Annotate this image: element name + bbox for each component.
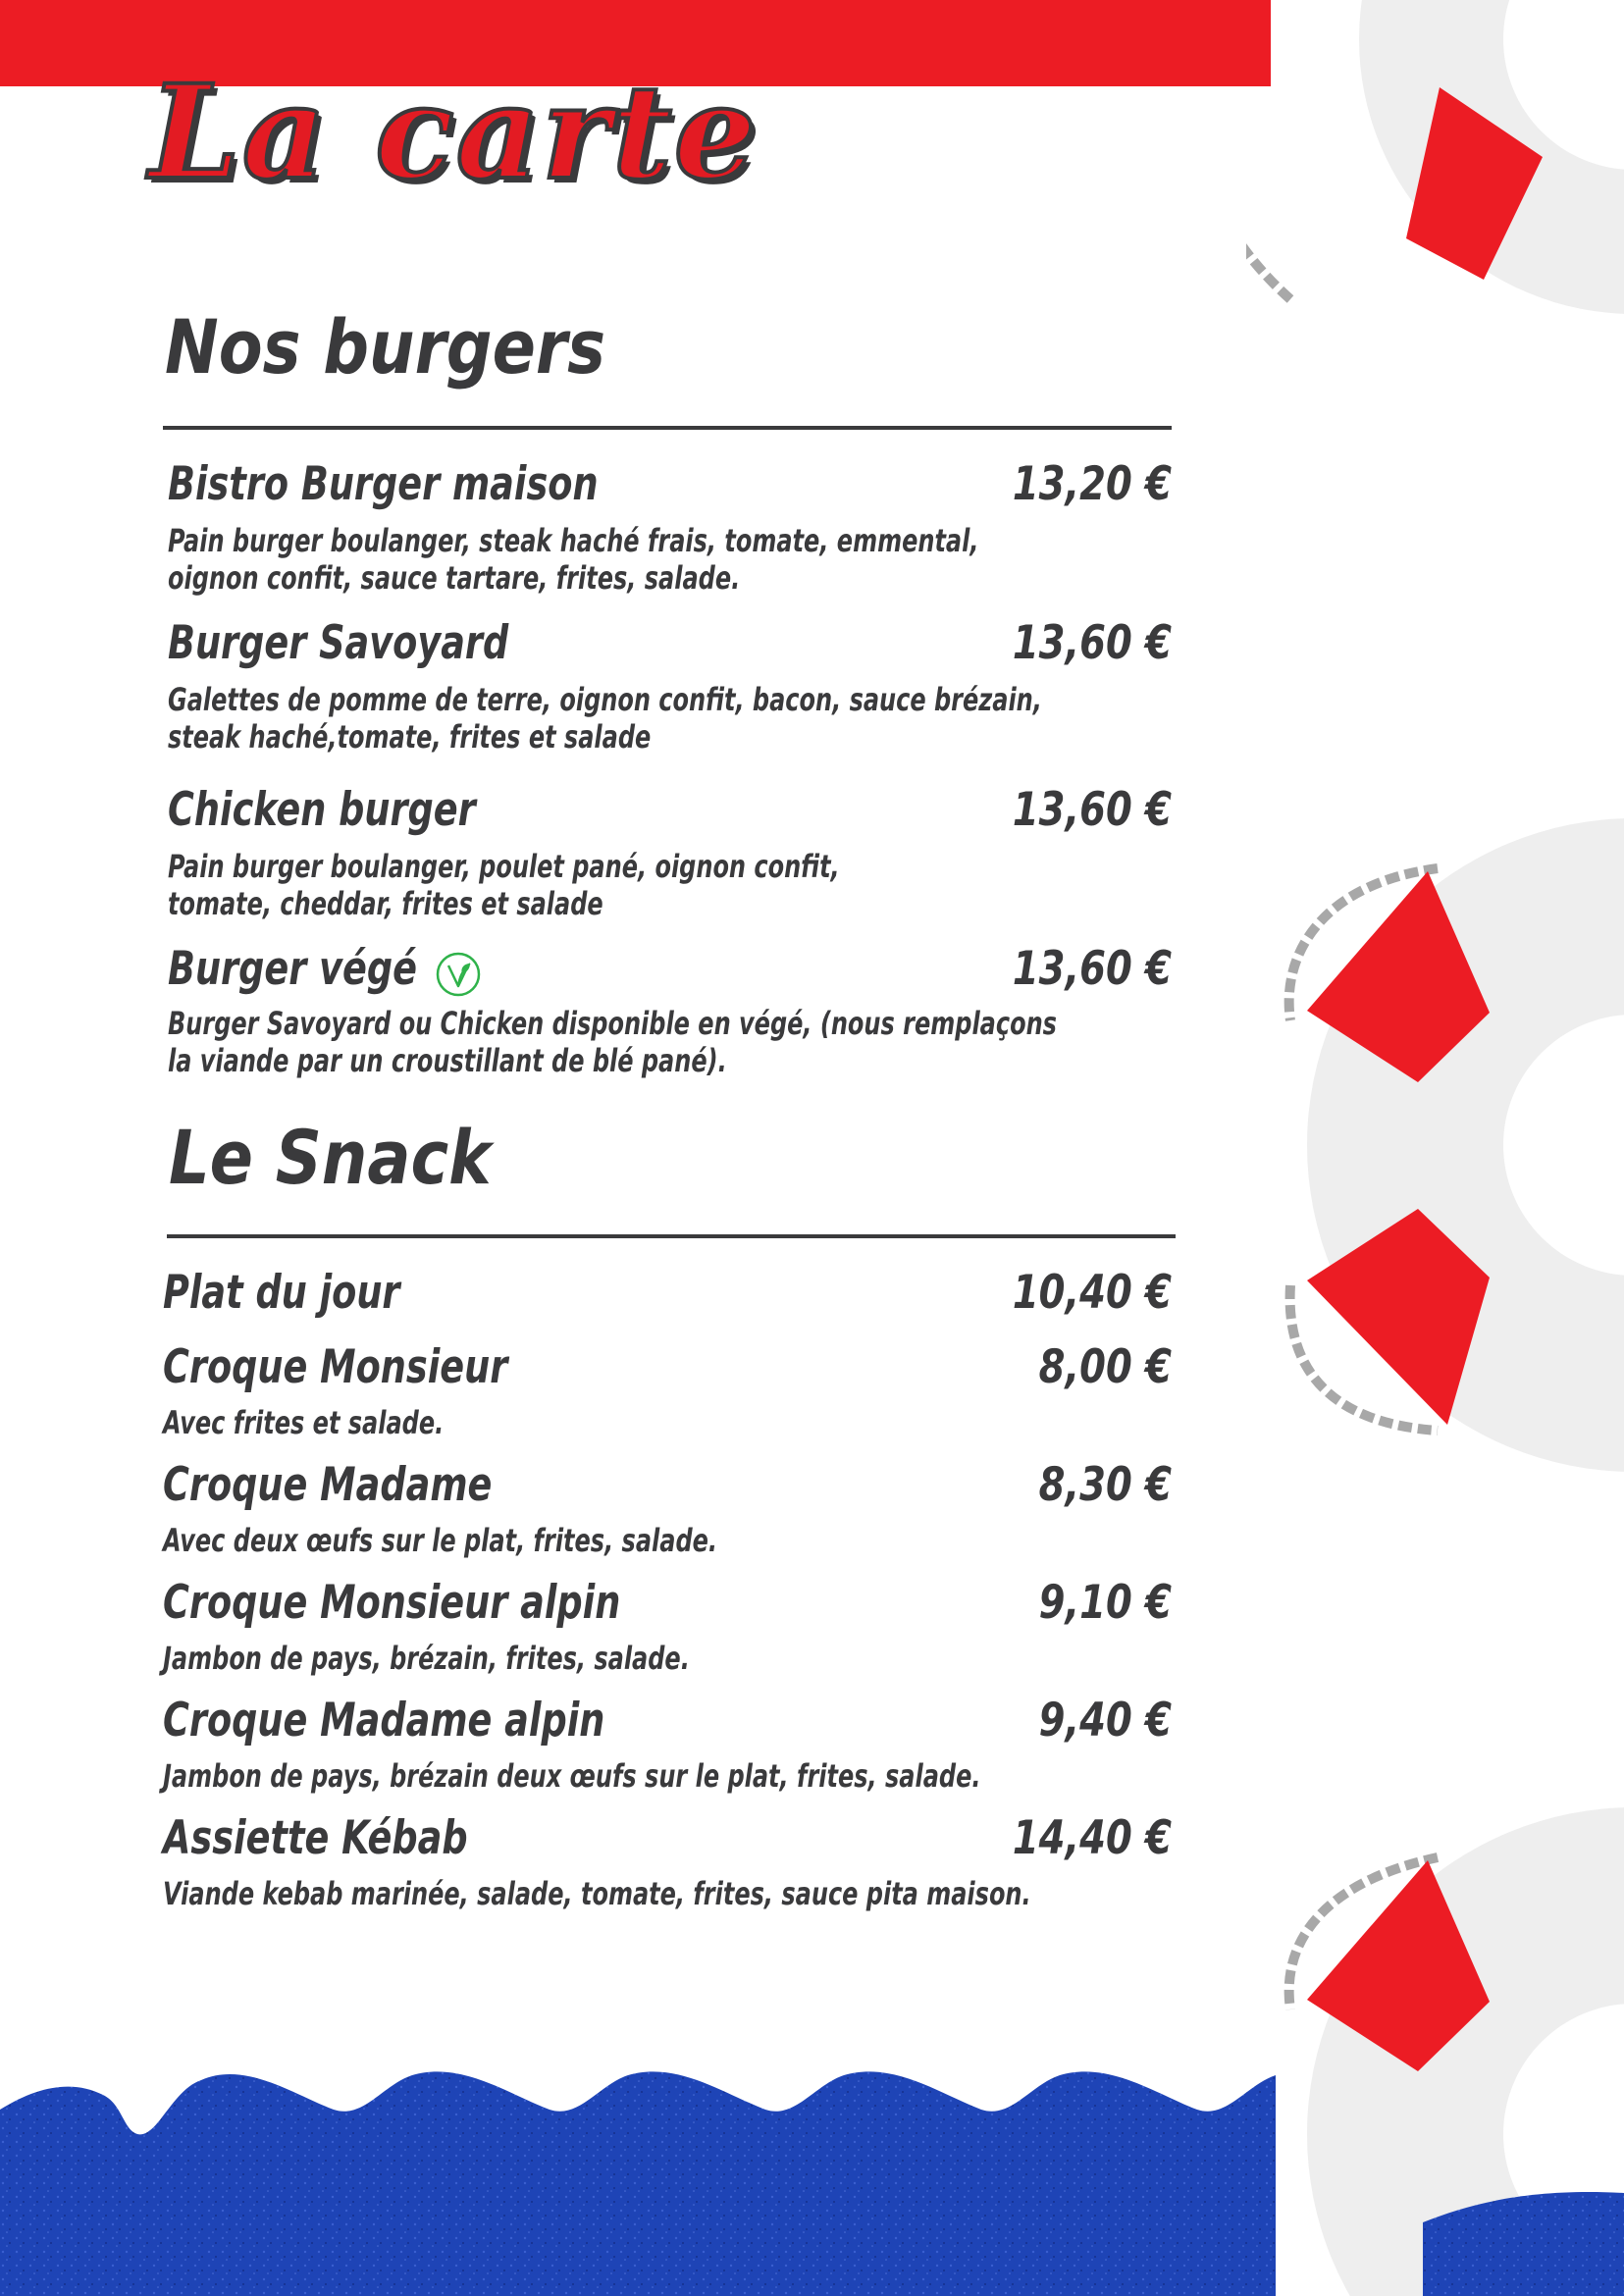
menu-item-name: Burger Savoyard (168, 616, 509, 670)
menu-item-name: Croque Madame (163, 1458, 493, 1512)
menu-item-name: Chicken burger (168, 783, 476, 837)
menu-item-price: 8,30 € (1038, 1458, 1172, 1512)
menu-item-description: Pain burger boulanger, poulet pané, oignon confit, (168, 848, 840, 885)
menu-item-price: 13,60 € (1012, 783, 1172, 837)
lifebuoy-icon (1246, 814, 1624, 1501)
menu-item-description: Jambon de pays, brézain, frites, salade. (163, 1640, 690, 1677)
menu-item-price: 13,60 € (1012, 942, 1172, 996)
menu-item-description: Avec deux œufs sur le plat, frites, salade. (163, 1522, 718, 1559)
menu-item-price: 13,20 € (1012, 457, 1172, 511)
menu-item-name: Croque Monsieur alpin (163, 1576, 621, 1630)
menu-item-name: Bistro Burger maison (168, 457, 599, 511)
menu-item-description: Pain burger boulanger, steak haché frais, tomate, emmental, (168, 522, 979, 559)
menu-item-description: tomate, cheddar, frites et salade (168, 885, 603, 922)
vegan-leaf-icon (434, 950, 483, 999)
menu-item-description: la viande par un croustillant de blé pané). (168, 1042, 727, 1079)
menu-item-name: Croque Madame alpin (163, 1694, 605, 1748)
menu-item-price: 8,00 € (1038, 1340, 1172, 1394)
menu-item-description: Burger Savoyard ou Chicken disponible en végé, (nous remplaçons (168, 1005, 1057, 1042)
menu-item-price: 10,40 € (1012, 1266, 1172, 1320)
menu-item-description: oignon confit, sauce tartare, frites, salade. (168, 559, 741, 597)
section-divider (167, 1234, 1176, 1238)
lifebuoy-icon (1246, 0, 1624, 491)
section-title-burgers: Nos burgers (165, 303, 606, 391)
menu-item-name: Burger végé (168, 942, 417, 996)
menu-item-description: Avec frites et salade. (163, 1404, 445, 1441)
section-divider (163, 426, 1172, 430)
menu-item-description: Viande kebab marinée, salade, tomate, frites, sauce pita maison. (163, 1875, 1031, 1912)
sea-waves-illustration (0, 2056, 1624, 2296)
menu-item-description: Jambon de pays, brézain deux œufs sur le plat, frites, salade. (163, 1757, 981, 1795)
menu-item-price: 9,10 € (1038, 1576, 1172, 1630)
page-title: La carte (149, 57, 759, 209)
section-title-snack: Le Snack (169, 1114, 492, 1201)
menu-item-name: Assiette Kébab (163, 1811, 468, 1865)
menu-item-price: 13,60 € (1012, 616, 1172, 670)
menu-item-description: steak haché,tomate, frites et salade (168, 718, 652, 756)
menu-item-price: 9,40 € (1038, 1694, 1172, 1748)
menu-item-price: 14,40 € (1012, 1811, 1172, 1865)
menu-item-name: Plat du jour (163, 1266, 400, 1320)
menu-item-name: Croque Monsieur (163, 1340, 508, 1394)
menu-item-description: Galettes de pomme de terre, oignon confit, bacon, sauce brézain, (168, 681, 1042, 718)
